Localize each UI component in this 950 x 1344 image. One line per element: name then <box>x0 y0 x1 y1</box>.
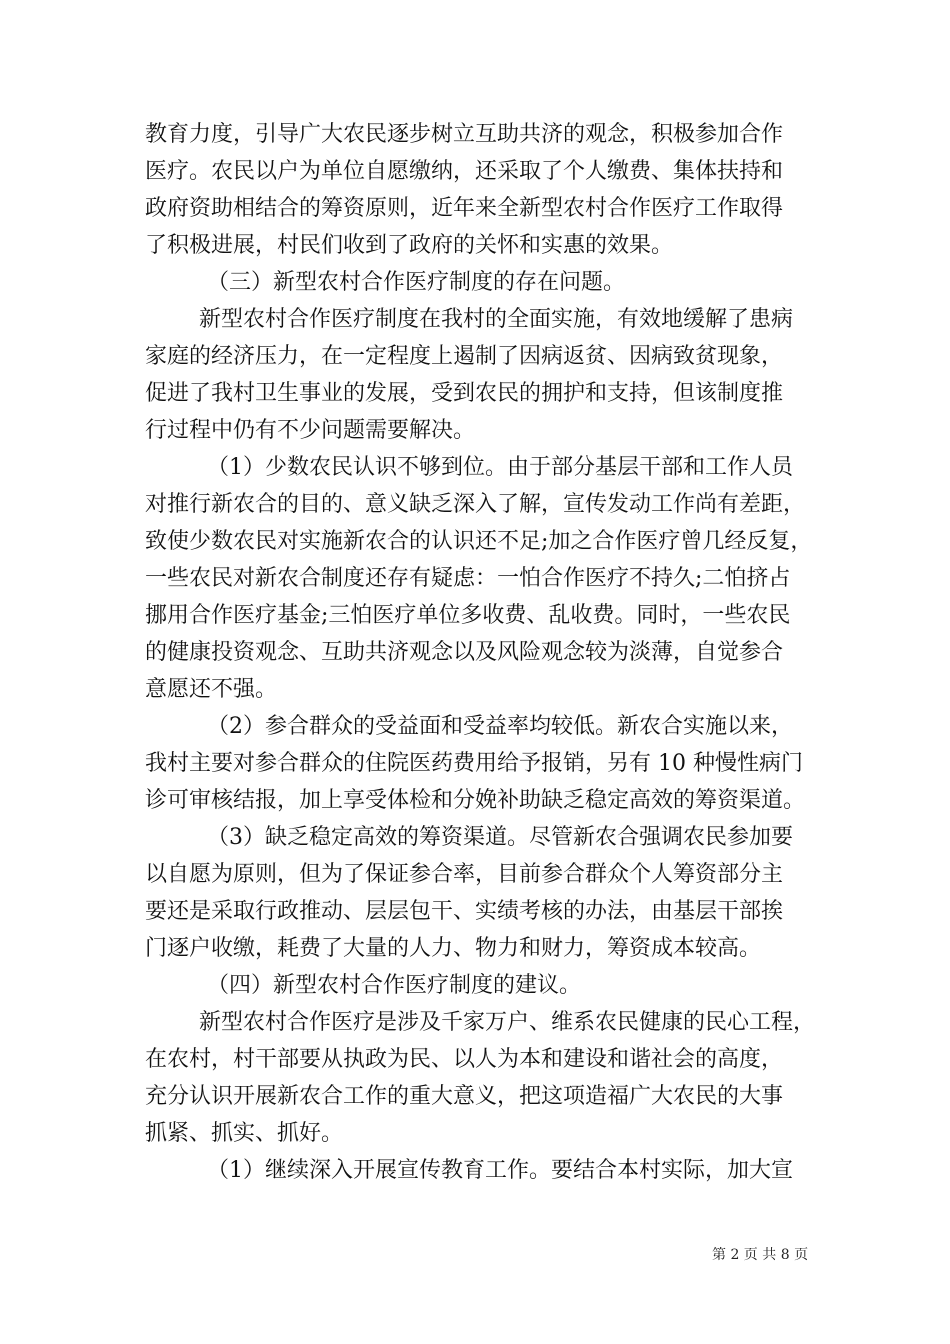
text-line <box>0 448 950 488</box>
line-text: 挪用合作医疗基金;三怕医疗单位多收费、乱收费。同时，一些农民 <box>145 603 791 628</box>
line-text: 门逐户收缴，耗费了大量的人力、物力和财力，筹资成本较高。 <box>145 936 762 961</box>
text-line <box>0 300 950 340</box>
text-line <box>0 1003 950 1043</box>
text-line <box>0 670 950 710</box>
heading-text: （三）新型农村合作医疗制度的存在问题。 <box>207 270 626 295</box>
line-text: （1）少数农民认识不够到位。由于部分基层干部和工作人员 <box>207 455 793 480</box>
line-text: （1）继续深入开展宣传教育工作。要结合本村实际，加大宣 <box>207 1158 793 1183</box>
text-line <box>0 411 950 451</box>
line-text: 要还是采取行政推动、层层包干、实绩考核的办法，由基层干部挨 <box>145 899 784 924</box>
text-line <box>0 781 950 821</box>
text-line <box>0 337 950 377</box>
text-line <box>0 152 950 192</box>
line-text: 新型农村合作医疗制度在我村的全面实施，有效地缓解了患病 <box>199 307 794 332</box>
line-text: 致使少数农民对实施新农合的认识还不足;加之合作医疗曾几经反复， <box>145 529 813 554</box>
text-line <box>0 115 950 155</box>
line-text: 医疗。农民以户为单位自愿缴纳，还采取了个人缴费、集体扶持和 <box>145 159 784 184</box>
text-line <box>0 1114 950 1154</box>
line-text: 了积极进展，村民们收到了政府的关怀和实惠的效果。 <box>145 233 674 258</box>
line-text: 在农村，村干部要从执政为民、以人为本和建设和谐社会的高度， <box>145 1047 784 1072</box>
text-line <box>0 707 950 747</box>
line-text: 以自愿为原则，但为了保证参合率，目前参合群众个人筹资部分主 <box>145 862 784 887</box>
section-heading <box>0 966 950 1006</box>
text-line <box>0 892 950 932</box>
line-text: 教育力度，引导广大农民逐步树立互助共济的观念，积极参加合作 <box>145 122 784 147</box>
text-line <box>0 522 950 562</box>
section-heading <box>0 263 950 303</box>
text-line <box>0 374 950 414</box>
line-text: 新型农村合作医疗是涉及千家万户、维系农民健康的民心工程， <box>199 1010 816 1035</box>
heading-text: （四）新型农村合作医疗制度的建议。 <box>207 973 582 998</box>
text-line <box>0 559 950 599</box>
text-line <box>0 1077 950 1117</box>
page-number: 第 2 页 共 8 页 <box>712 1247 809 1263</box>
line-text: （3）缺乏稳定高效的筹资渠道。尽管新农合强调农民参加要 <box>207 825 793 850</box>
line-text: 抓紧、抓实、抓好。 <box>145 1121 344 1146</box>
line-text: 的健康投资观念、互助共济观念以及风险观念较为淡薄，自觉参合 <box>145 640 784 665</box>
line-text: 行过程中仍有不少问题需要解决。 <box>145 418 476 443</box>
text-line <box>0 855 950 895</box>
line-text: 促进了我村卫生事业的发展，受到农民的拥护和支持，但该制度推 <box>145 381 784 406</box>
line-text: 诊可审核结报，加上享受体检和分娩补助缺乏稳定高效的筹资渠道。 <box>145 788 806 813</box>
text-line <box>0 744 950 784</box>
line-text: 一些农民对新农合制度还存有疑虑：一怕合作医疗不持久;二怕挤占 <box>145 566 791 591</box>
text-line <box>0 818 950 858</box>
line-text: 家庭的经济压力，在一定程度上遏制了因病返贫、因病致贫现象， <box>145 344 784 369</box>
line-text: 意愿还不强。 <box>145 677 278 702</box>
text-line <box>0 1151 950 1191</box>
text-line <box>0 226 950 266</box>
text-line <box>0 633 950 673</box>
text-line <box>0 596 950 636</box>
line-text: （2）参合群众的受益面和受益率均较低。新农合实施以来， <box>207 714 793 739</box>
line-text: 对推行新农合的目的、意义缺乏深入了解，宣传发动工作尚有差距， <box>145 492 806 517</box>
text-line <box>0 929 950 969</box>
line-text: 我村主要对参合群众的住院医药费用给予报销，另有 10 种慢性病门 <box>145 751 803 776</box>
text-line <box>0 189 950 229</box>
text-line <box>0 485 950 525</box>
line-text: 充分认识开展新农合工作的重大意义，把这项造福广大农民的大事 <box>145 1084 784 1109</box>
text-line <box>0 1040 950 1080</box>
line-text: 政府资助相结合的筹资原则，近年来全新型农村合作医疗工作取得 <box>145 196 784 221</box>
